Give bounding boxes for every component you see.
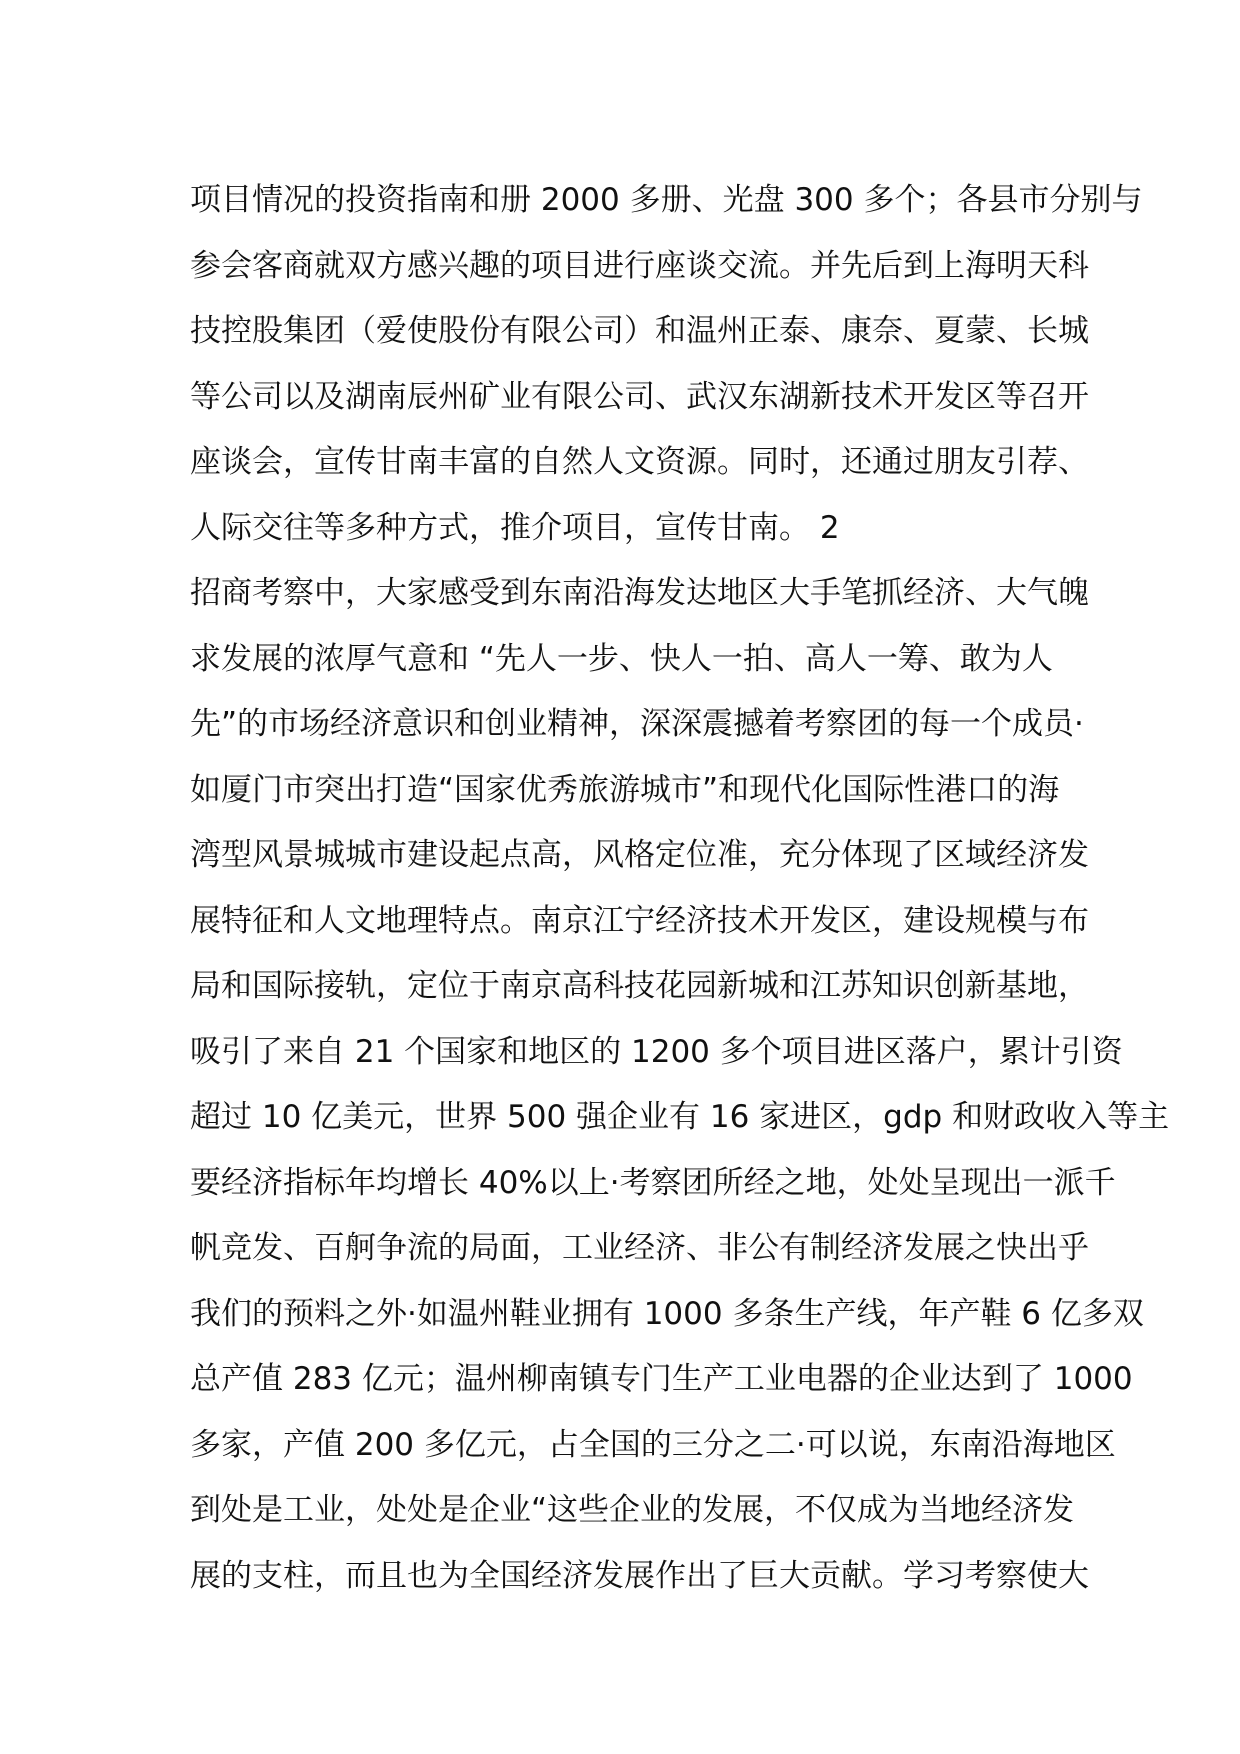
text-line: 等公司以及湖南辰州矿业有限公司、武汉东湖新技术开发区等召开 — [190, 378, 1089, 415]
text-line: 总产值 283 亿元；温州柳南镇专门生产工业电器的企业达到了 1000 — [190, 1361, 1133, 1397]
text-line: 人际交往等多种方式，推介项目，宣传甘南。 2 — [190, 509, 840, 546]
text-line: 多家，产值 200 多亿元，占全国的三分之二·可以说，东南沿海地区 — [190, 1426, 1116, 1463]
text-line: 我们的预料之外·如温州鞋业拥有 1000 多条生产线，年产鞋 6 亿多双 — [190, 1295, 1144, 1332]
text-line: 局和国际接轨，定位于南京高科技花园新城和江苏知识创新基地， — [190, 968, 1089, 1004]
text-line: 先”的市场经济意识和创业精神，深深震撼着考察团的每一个成员· — [190, 706, 1084, 742]
text-line: 技控股集团（爱使股份有限公司）和温州正泰、康奈、夏蒙、长城 — [190, 313, 1089, 349]
text-line: 参会客商就双方感兴趣的项目进行座谈交流。并先后到上海明天科 — [190, 247, 1089, 284]
text-line: 如厦门市突出打造“国家优秀旅游城市”和现代化国际性港口的海 — [190, 771, 1060, 808]
text-line: 展特征和人文地理特点。南京江宁经济技术开发区，建设规模与布 — [190, 902, 1089, 939]
text-line: 展的支柱，而且也为全国经济发展作出了巨大贡献。学习考察使大 — [190, 1557, 1089, 1594]
text-line: 湾型风景城城市建设起点高，风格定位准，充分体现了区域经济发 — [190, 837, 1089, 873]
body-text — [190, 168, 1170, 1609]
text-line: 要经济指标年均增长 40%以上·考察团所经之地，处处呈现出一派千 — [190, 1164, 1116, 1201]
text-line: 座谈会，宣传甘南丰富的自然人文资源。同时，还通过朋友引荐、 — [190, 444, 1089, 480]
text-line: 到处是工业，处处是企业“这些企业的发展，不仅成为当地经济发 — [190, 1492, 1075, 1528]
text-line: 招商考察中，大家感受到东南沿海发达地区大手笔抓经济、大气魄 — [190, 575, 1089, 611]
text-line: 项目情况的投资指南和册 2000 多册、光盘 300 多个；各县市分别与 — [190, 182, 1143, 218]
text-line: 帆竞发、百舸争流的局面，工业经济、非公有制经济发展之快出乎 — [190, 1230, 1089, 1266]
text-line: 吸引了来自 21 个国家和地区的 1200 多个项目进区落户，累计引资 — [190, 1033, 1123, 1070]
text-line: 求发展的浓厚气意和 “先人一步、快人一拍、高人一筹、敢为人 — [190, 640, 1053, 677]
text-line: 超过 10 亿美元，世界 500 强企业有 16 家进区，gdp 和财政收入等主 — [190, 1099, 1170, 1135]
